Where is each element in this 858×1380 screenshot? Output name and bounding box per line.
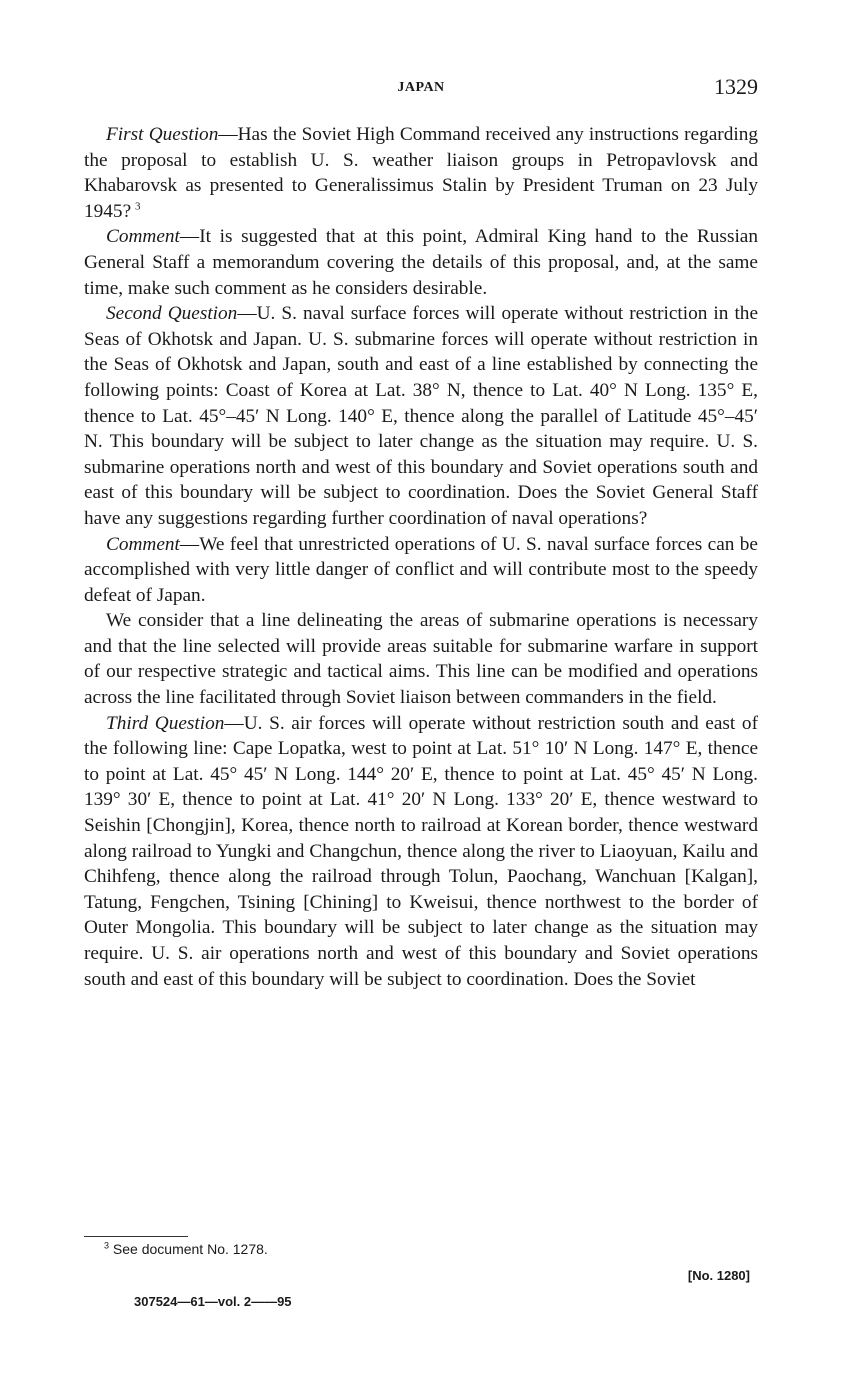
footnote-text: See document No. 1278.	[112, 1241, 268, 1257]
paragraph-text: —U. S. air forces will operate without restriction south and east of the following line: Cape Lopatka, west to point at Lat. 51° 10′ N Long. 147° E, thence to point at Lat. 45° 45′ N Long. 144° 20′ E, thence to point at Lat. 45° 45′ N Long. 139° 30′ E, thence to point at Lat. 41° 20′ N Long. 133° 20′ E, thence westward to Seishin [Chongjin], Korea, thence north to railroad at Korean border, thence westward along railroad to Yungki and Changchun, thence along the river to Liaoyuan, Kailu and Chihfeng, thence along the railroad through Tolun, Paochang, Wanchuan [Kalgan], Tatung, Fengchen, Tsining [Chining] to Kweisui, thence northwest to the border of Outer Mongolia. This boundary will be subject to later change as the situation may require. U. S. air operations north and west of this boundary and Soviet operations south and east of this boundary will be subject to coordination. Does the Soviet	[84, 712, 758, 990]
paragraph-text: —We feel that unrestricted operations of U. S. naval surface forces can be accomplished with very little danger of conflict and will contribute most to the speedy defeat of Japan.	[84, 533, 758, 606]
paragraph-label: Third Question	[106, 712, 225, 734]
document-number: [No. 1280]	[687, 1268, 750, 1283]
paragraph-label: Second Question	[106, 303, 238, 325]
paragraph	[84, 224, 758, 301]
body-text	[84, 122, 758, 992]
paragraph	[84, 608, 758, 710]
running-head: JAPAN	[397, 80, 445, 95]
paragraph	[84, 532, 758, 609]
paragraph-label: Comment	[106, 533, 180, 555]
paragraph-label: First Question	[106, 124, 219, 145]
page-number: 1329	[714, 74, 758, 99]
paragraph-text: —U. S. naval surface forces will operate without restriction in the Seas of Okhotsk and Japan. U. S. submarine forces will operate without restriction in the Seas of Okhotsk and Japan, south and east of a line established by connecting the following points: Coast of Korea at Lat. 38° N, thence to Lat. 40° N Long. 135° E, thence to Lat. 45°–45′ N Long. 140° E, thence along the parallel of Latitude 45°–45′ N. This boundary will be subject to later change as the situation may require. U. S. submarine operations north and west of this boundary and Soviet operations south and east of this boundary will be subject to coordination. Does the Soviet General Staff have any suggestions regarding further coordination of naval operations?	[84, 303, 759, 529]
footnote-ref: 3	[135, 200, 141, 213]
paragraph	[84, 122, 758, 224]
paragraph	[84, 711, 758, 993]
footnote-marker: 3	[104, 1240, 110, 1251]
paragraph-text: —It is suggested that at this point, Admiral King hand to the Russian General Staff a memorandum covering the details of this proposal, and, at the same time, make such comment as he considers desirable.	[84, 226, 758, 299]
paragraph	[84, 301, 758, 531]
printer-line: 307524—61—vol. 2——95	[134, 1294, 292, 1309]
paragraph-text: We consider that a line delineating the areas of submarine operations is necessary and that the line selected will provide areas suitable for submarine warfare in support of our respective strategic and tactical aims. This line can be modified and operations across the line facilitated through Soviet liaison between commanders in the field.	[84, 610, 758, 709]
footnote	[104, 1241, 268, 1257]
page-header	[84, 74, 758, 104]
footnote-rule	[84, 1236, 188, 1237]
paragraph-text: —Has the Soviet High Command received any instructions regarding the proposal to establish U. S. weather liaison groups in Petropavlovsk and Khabarovsk as presented to Generalissimus Stalin by President Truman on 23 July 1945?	[84, 124, 758, 222]
paragraph-label: Comment	[106, 226, 180, 248]
